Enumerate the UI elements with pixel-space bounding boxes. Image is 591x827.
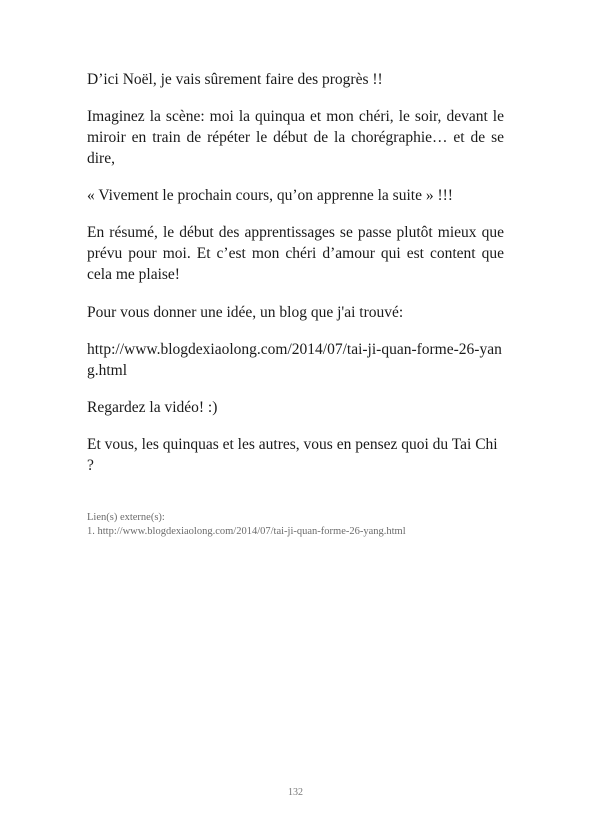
paragraph-summary: En résumé, le début des apprentissages se passe plutôt mieux que prévu pour moi. Et c’est mon chéri d’amour qui est content que cela me plaise! (87, 224, 504, 283)
page-number: 132 (288, 787, 303, 798)
paragraph-video: Regardez la vidéo! :) (87, 399, 218, 416)
paragraph-blog-intro: Pour vous donner une idée, un blog que j'ai trouvé: (87, 304, 404, 321)
paragraph-progress: D’ici Noël, je vais sûrement faire des progrès !! (87, 71, 383, 88)
external-links-heading: Lien(s) externe(s): (87, 512, 165, 523)
paragraph-scene: Imaginez la scène: moi la quinqua et mon chéri, le soir, devant le miroir en train de répéter le début de la chorégraphie… et de se dire, (87, 108, 504, 167)
blog-url-link[interactable]: http://www.blogdexiaolong.com/2014/07/tai-ji-quan-forme-26-yang.html (87, 341, 502, 379)
paragraph-question: Et vous, les quinquas et les autres, vous en pensez quoi du Tai Chi ? (87, 436, 498, 474)
external-link-1[interactable]: 1. http://www.blogdexiaolong.com/2014/07/tai-ji-quan-forme-26-yang.html (87, 526, 406, 537)
paragraph-quote: « Vivement le prochain cours, qu’on apprenne la suite » !!! (87, 187, 453, 204)
external-links-section (87, 511, 507, 539)
